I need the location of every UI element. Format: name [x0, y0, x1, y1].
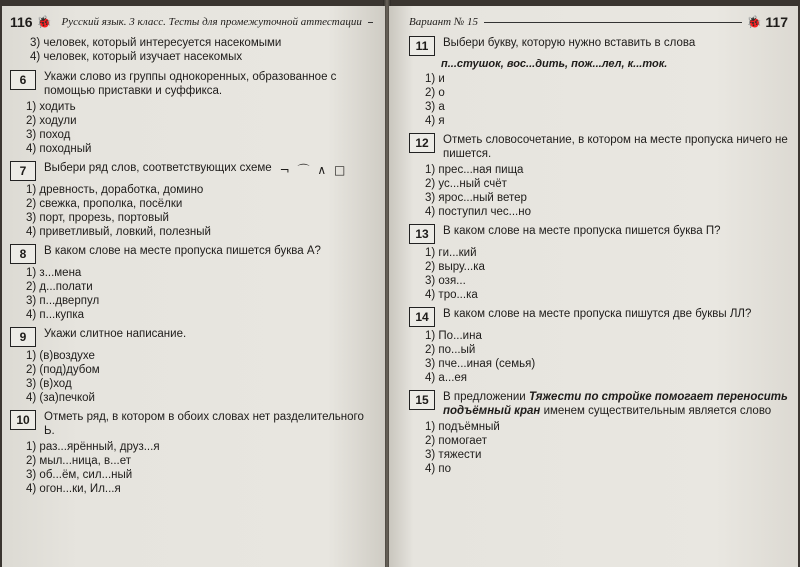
question-number: 7 [10, 161, 36, 181]
option: 3) (в)ход [26, 378, 72, 390]
question-number: 6 [10, 70, 36, 90]
option: 3) порт, прорезь, портовый [26, 212, 169, 224]
option: 4) поступил чес...но [425, 206, 531, 218]
option: 2) по...ый [425, 344, 476, 356]
question-text-end: именем существительным является слово [540, 405, 772, 417]
question-words: п...стушок, вос...дить, пож...лел, к...ток. [441, 58, 668, 70]
question-11 [409, 36, 788, 128]
option: 3) озя... [425, 275, 466, 287]
option: 2) помогает [425, 435, 487, 447]
option: 4) походный [26, 143, 92, 155]
option: 4) огон...ки, Ил...я [26, 483, 121, 495]
option: 4) я [425, 115, 445, 127]
question-number: 8 [10, 244, 36, 264]
question-number: 11 [409, 36, 435, 56]
option: 3) тяжести [425, 449, 482, 461]
option: 4) по [425, 463, 452, 475]
option: 1) (в)воздухе [26, 350, 95, 362]
question-8 [10, 244, 373, 322]
option: 2) (под)дубом [26, 364, 100, 376]
option: 2) мыл...ница, в...ет [26, 455, 132, 467]
option: 1) з...мена [26, 267, 82, 279]
option: 4) приветливый, ловкий, полезный [26, 226, 211, 238]
page-number-left: 116 [10, 14, 33, 30]
option: 4) (за)печкой [26, 392, 95, 404]
question-text: Отметь ряд, в котором в обоих словах нет разделительного Ь. [44, 411, 364, 437]
question-text: Отметь словосочетание, в котором на месте пропуска ничего не пишется. [443, 134, 788, 160]
question-7 [10, 161, 373, 239]
question-text [443, 390, 788, 418]
option: 1) подъёмный [425, 421, 500, 433]
option: 2) ус...ный счёт [425, 178, 507, 190]
option: 1) древность, доработка, домино [26, 184, 204, 196]
beetle-icon: 🐞 [746, 14, 762, 29]
page-number-right: 117 [765, 14, 788, 30]
option: 4) человек, который изучает насекомых [30, 51, 243, 63]
option: 2) д...полати [26, 281, 93, 293]
question-number: 14 [409, 307, 435, 327]
question-text: Выбери букву, которую нужно вставить в слова [443, 37, 696, 49]
header-rule [368, 22, 373, 23]
option: 3) об...ём, сил...ный [26, 469, 133, 481]
question-text: Выбери ряд слов, соответствующих схеме [44, 162, 272, 174]
question-number: 9 [10, 327, 36, 347]
question-12 [409, 133, 788, 219]
option: 3) а [425, 101, 445, 113]
option: 1) ходить [26, 101, 76, 113]
question-number: 10 [10, 410, 36, 430]
question-14 [409, 307, 788, 385]
left-page [2, 6, 385, 567]
option: 4) тро...ка [425, 289, 478, 301]
question-text: Укажи слово из группы однокоренных, образованное с помощью приставки и суффикса. [44, 71, 337, 97]
question-number: 13 [409, 224, 435, 244]
question-sentence: Тяжести по стройке помогает переносить подъёмный кран [443, 391, 788, 417]
option: 3) пче...иная (семья) [425, 358, 536, 370]
option: 1) По...ина [425, 330, 482, 342]
left-header [10, 14, 373, 30]
question-text: Укажи слитное написание. [44, 328, 187, 340]
option: 1) прес...ная пища [425, 164, 524, 176]
beetle-icon: 🐞 [36, 14, 52, 29]
word-scheme-icon: ¬ ⌒ ∧ □ [279, 163, 348, 177]
right-page [389, 6, 798, 567]
question-number: 12 [409, 133, 435, 153]
right-header [409, 14, 788, 30]
option: 1) раз...ярённый, друз...я [26, 441, 160, 453]
option: 2) о [425, 87, 445, 99]
option: 3) п...дверпул [26, 295, 100, 307]
question-text: В каком слове на месте пропуска пишется буква П? [443, 225, 721, 237]
continued-options [30, 36, 373, 64]
option: 3) поход [26, 129, 71, 141]
option: 2) ходули [26, 115, 77, 127]
option: 2) выру...ка [425, 261, 485, 273]
option: 3) человек, который интересуется насекомыми [30, 37, 282, 49]
question-13 [409, 224, 788, 302]
option: 1) ги...кий [425, 247, 477, 259]
header-rule [484, 22, 742, 23]
question-15 [409, 390, 788, 476]
question-text: В каком слове на месте пропуска пишутся две буквы ЛЛ? [443, 308, 752, 320]
running-title-left: Русский язык. 3 класс. Тесты для промежуточной аттестации [61, 16, 362, 28]
question-9 [10, 327, 373, 405]
option: 4) а...ея [425, 372, 468, 384]
question-10 [10, 410, 373, 496]
question-text: В каком слове на месте пропуска пишется буква А? [44, 245, 321, 257]
question-number: 15 [409, 390, 435, 410]
option: 4) п...купка [26, 309, 85, 321]
question-6 [10, 70, 373, 156]
option: 1) и [425, 73, 445, 85]
question-text-start: В предложении [443, 391, 529, 403]
running-title-right: Вариант № 15 [409, 16, 478, 28]
option: 3) ярос...ный ветер [425, 192, 527, 204]
option: 2) свежка, прополка, посёлки [26, 198, 183, 210]
